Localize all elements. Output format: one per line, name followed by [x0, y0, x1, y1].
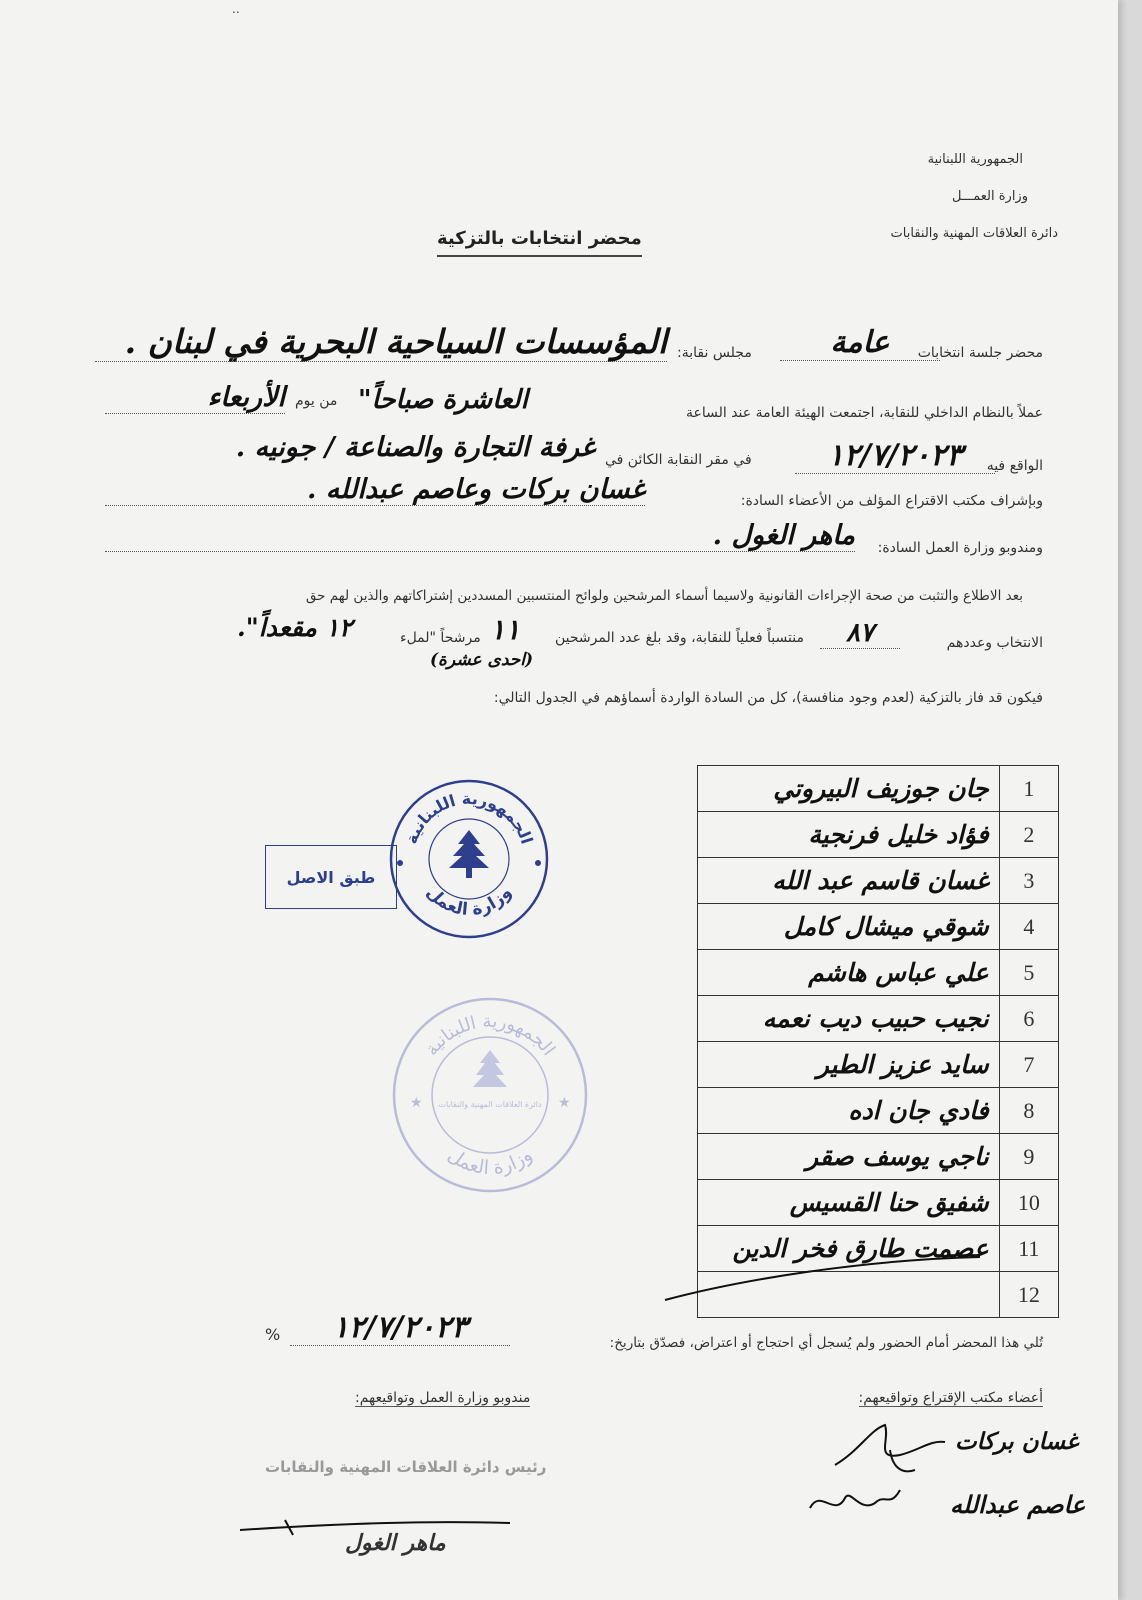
committee-signature-2 — [800, 1478, 910, 1528]
ministry-delegates-label: مندوبو وزارة العمل وتواقيعهم: — [355, 1390, 531, 1406]
table-row — [698, 812, 1059, 858]
candidates-count: ١١ — [490, 613, 521, 646]
winner-name: شفيق حنا القسيس — [698, 1180, 1000, 1226]
document-title: محضر انتخابات بالتزكية — [437, 228, 642, 257]
winner-name: غسان قاسم عبد الله — [698, 858, 1000, 904]
row-number: 1 — [999, 766, 1058, 812]
row-number: 12 — [999, 1272, 1058, 1318]
winner-name: علي عباس هاشم — [698, 950, 1000, 996]
closing-text: تُلي هذا المحضر أمام الحضور ولم يُسجل أي احتجاج أو اعتراض، فصدّق بتاريخ: — [609, 1335, 1043, 1351]
faint-seal-mid-text: دائرة العلاقات المهنية والنقابات — [438, 1100, 542, 1109]
verification-line-2a: الانتخاب وعددهم — [946, 635, 1043, 651]
faint-star-icon: ★ — [558, 1095, 571, 1111]
row-number: 7 — [999, 1042, 1058, 1088]
table-row — [698, 1042, 1059, 1088]
session-type: عامة — [780, 325, 940, 361]
meeting-text-4: في مقر النقابة الكائن في — [605, 452, 752, 468]
meeting-venue: غرفة التجارة والصناعة / جونيه . — [235, 432, 595, 463]
meeting-date: ١٢/٧/٢٠٢٣ — [795, 438, 995, 474]
header-ministry: وزارة العمـــل — [951, 189, 1028, 204]
closing-end-mark: % — [265, 1325, 281, 1344]
label-minutes: محضر جلسة انتخابات — [917, 345, 1043, 361]
top-mark: .. — [232, 2, 240, 16]
header-republic: الجمهورية اللبنانية — [927, 152, 1023, 167]
table-row — [698, 996, 1059, 1042]
table-row — [698, 1180, 1059, 1226]
label-council: مجلس نقابة: — [677, 345, 752, 361]
syndicate-name: المؤسسات السياحية البحرية في لبنان . — [95, 322, 667, 362]
winner-name: فؤاد خليل فرنجية — [698, 812, 1000, 858]
committee-name-2: عاصم عبدالله — [950, 1490, 1086, 1519]
meeting-text-1: عملاً بالنظام الداخلي للنقابة، اجتمعت الهيئة العامة عند الساعة — [685, 405, 1043, 421]
closing-date: ١٢/٧/٢٠٢٣ — [290, 1310, 510, 1346]
verification-line-2c: مرشحاً "لملء — [400, 630, 481, 646]
winner-name: جان جوزيف البيروتي — [698, 766, 1000, 812]
meeting-text-2: من يوم — [295, 393, 338, 409]
seal-bottom-text: وزارة العمل — [422, 882, 516, 920]
table-row — [698, 858, 1059, 904]
row-number: 10 — [999, 1180, 1058, 1226]
supervision-members: غسان بركات وعاصم عبدالله . — [105, 474, 645, 506]
row-number: 6 — [999, 996, 1058, 1042]
seal-top-text: الجمهورية اللبنانية — [401, 788, 537, 847]
faint-cedar-icon — [473, 1050, 507, 1087]
faint-seal-bottom-text: وزارة العمل — [443, 1143, 537, 1180]
supervision-label: وبإشراف مكتب الاقتراع المؤلف من الأعضاء السادة: — [740, 493, 1043, 509]
verification-line-2b: منتسباً فعلياً للنقابة، وقد بلغ عدد المرشحين — [555, 630, 804, 646]
table-row — [698, 950, 1059, 996]
committee-label: أعضاء مكتب الإقتراع وتواقيعهم: — [858, 1390, 1043, 1406]
cedar-icon — [449, 830, 489, 878]
row-number: 3 — [999, 858, 1058, 904]
committee-name-1: غسان بركات — [955, 1428, 1079, 1455]
faint-star-icon: ★ — [410, 1095, 423, 1111]
meeting-hour: العاشرة صباحاً" — [358, 385, 528, 415]
seats-count: ١٢ مقعداً". — [237, 613, 353, 642]
members-count: ٨٧ — [820, 618, 900, 649]
row-number: 11 — [999, 1226, 1058, 1272]
svg-text:وزارة العمل — [444, 1144, 537, 1179]
table-row — [698, 1088, 1059, 1134]
delegates-label: ومندوبو وزارة العمل السادة: — [877, 540, 1043, 556]
candidates-words: (احدى عشرة) — [430, 650, 534, 670]
winner-name: عصمت طارق فخر الدين — [698, 1226, 1000, 1272]
faint-seal-top-text: الجمهورية اللبنانية — [421, 1010, 560, 1060]
winner-name: سايد عزيز الطير — [698, 1042, 1000, 1088]
winner-name: نجيب حبيب ديب نعمه — [698, 996, 1000, 1042]
winner-name: ناجي يوسف صقر — [698, 1134, 1000, 1180]
copy-stamp-box — [265, 845, 397, 909]
table-row — [698, 1134, 1059, 1180]
head-department-label: رئيس دائرة العلاقات المهنية والنقابات — [265, 1458, 547, 1476]
winner-name: شوقي ميشال كامل — [698, 904, 1000, 950]
verification-line-1: بعد الاطلاع والتثبت من صحة الإجراءات القانونية ولاسيما أسماء المرشحين ولوائح المنتسبين المسددين إشتراكاتهم والذين لهم حق — [305, 588, 1023, 604]
table-row — [698, 766, 1059, 812]
row-number: 4 — [999, 904, 1058, 950]
table-underline-stroke — [660, 1255, 990, 1305]
row-number: 8 — [999, 1088, 1058, 1134]
winner-name: فادي جان اده — [698, 1088, 1000, 1134]
verification-line-3: فيكون قد فاز بالتزكية (لعدم وجود منافسة)، كل من السادة الواردة أسماؤهم في الجدول التالي: — [493, 690, 1043, 706]
ministry-signature-name: ماهر الغول — [345, 1530, 446, 1556]
faint-seal — [390, 995, 590, 1195]
copy-stamp-label: طبق الاصل — [286, 867, 376, 887]
committee-signature-1 — [830, 1420, 950, 1480]
svg-text:وزارة العمل — [422, 883, 516, 920]
meeting-day: الأربعاء — [105, 382, 285, 414]
row-number: 9 — [999, 1134, 1058, 1180]
table-row — [698, 904, 1059, 950]
row-number: 2 — [999, 812, 1058, 858]
row-number: 5 — [999, 950, 1058, 996]
header-department: دائرة العلاقات المهنية والنقابات — [890, 226, 1058, 241]
delegates-names: ماهر الغول . — [105, 520, 855, 552]
winners-table — [697, 765, 1059, 1318]
ministry-seal — [388, 778, 550, 940]
meeting-text-3: الواقع فيه — [986, 458, 1043, 474]
